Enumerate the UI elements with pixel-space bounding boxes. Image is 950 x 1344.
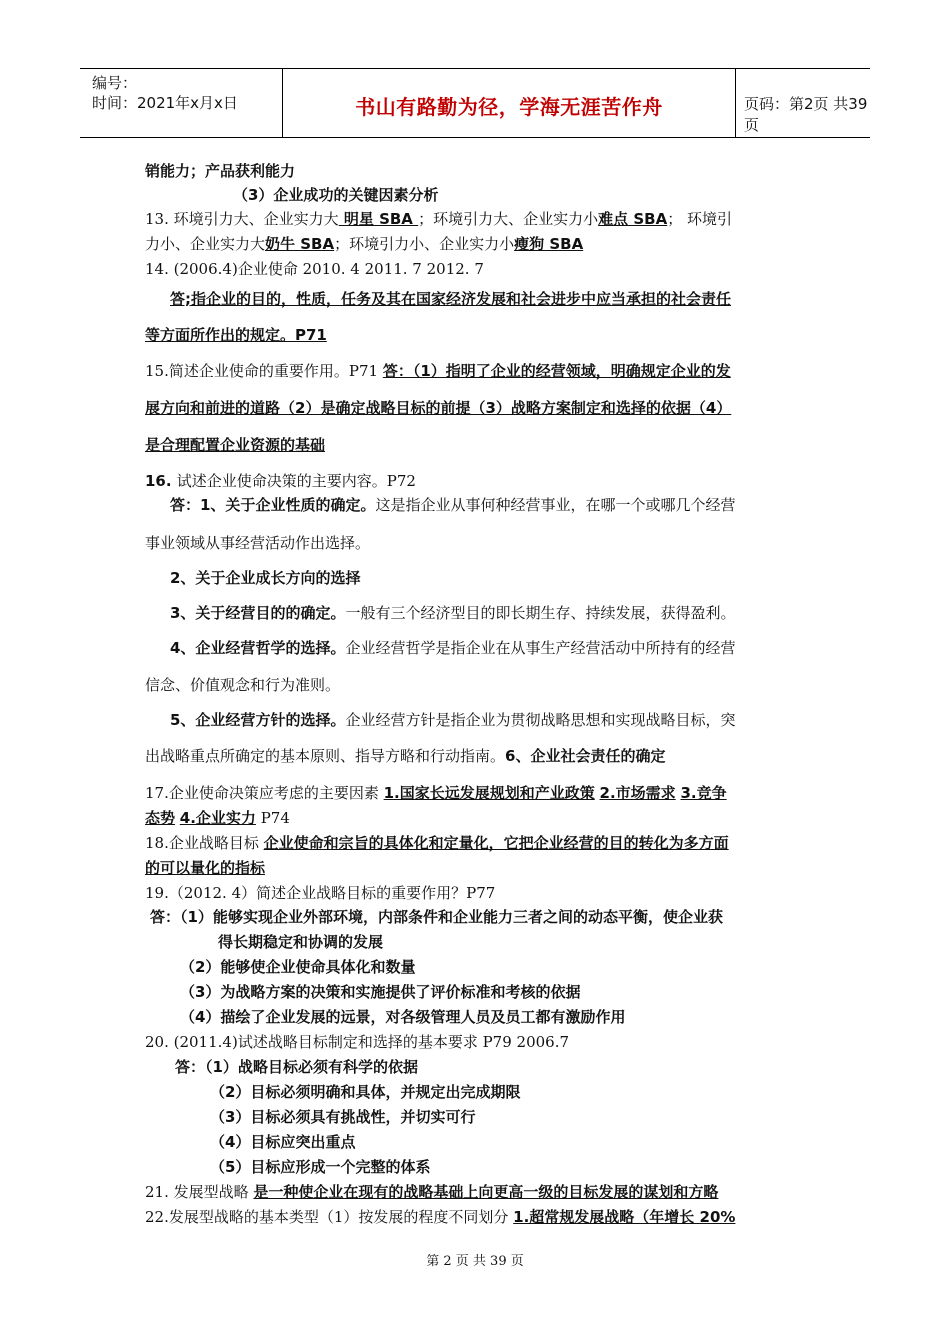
q14-answer-1: 答;指企业的目的，性质，任务及其在国家经济发展和社会进步中应当承担的社会责任 (170, 290, 732, 308)
q13-text-e: ； 环境引 (667, 210, 733, 228)
q21-answer: 是一种使企业在现有的战略基础上向更高一级的目标发展的谋划和方略 (253, 1183, 719, 1201)
q20-answer-1: 答：（1）战略目标必须有科学的依据 (175, 1058, 418, 1076)
line-19: 19.（2012. 4）简述企业战略目标的重要作用？P77 (145, 884, 496, 902)
q16-a5-text: 企业经营方针是指企业为贯彻战略思想和实现战略目标，突 (345, 711, 736, 729)
line-22 (145, 1206, 735, 1228)
q17-page-ref: P74 (255, 809, 290, 827)
q13-star: 明星 SBA (338, 210, 419, 228)
line-1: 销能力；产品获利能力 (145, 162, 296, 180)
q16-answer-5b (145, 745, 665, 767)
line-20: 20. (2011.4)试述战略目标制定和选择的基本要求 P79 2006.7 (145, 1033, 570, 1051)
q16-a3-title: 3、关于经营目的的确定。 (170, 604, 346, 622)
q17-factor-3a: 3.竞争 (680, 784, 727, 802)
q16-a1-text: 这是指企业从事何种经营事业，在哪一个或哪几个经营 (375, 496, 736, 514)
q17-question: 17.企业使命决策应考虑的主要因素 (145, 784, 384, 802)
q15-answer-1: 答：（1）指明了企业的经营领域，明确规定企业的发 (382, 362, 731, 380)
q19-answer-1b: 得长期稳定和协调的发展 (218, 933, 384, 951)
q20-answer-2: （2）目标必须明确和具体，并规定出完成期限 (210, 1083, 521, 1101)
q13-text-f: 力小、企业实力大 (145, 235, 266, 253)
q19-answer-4: （4）描绘了企业发展的远景，对各级管理人员及员工都有激励作用 (180, 1008, 626, 1026)
line-2: （3）企业成功的关键因素分析 (233, 186, 439, 204)
q17-factor-2: 2.市场需求 (599, 784, 676, 802)
q16-a6-title: 6、企业社会责任的确定 (505, 747, 666, 765)
q15-answer-2: 展方向和前进的道路（2）是确定战略目标的前提（3）战略方案制定和选择的依据（4） (145, 399, 732, 417)
header-page-cell (736, 69, 870, 137)
line-17b (145, 807, 290, 829)
line-21 (145, 1181, 718, 1203)
q18-question: 18.企业战略目标 (145, 834, 264, 852)
line-18 (145, 832, 729, 854)
date-line: 时间：2021年x月x日 (92, 94, 238, 112)
q16-a5-text-2: 出战略重点所确定的基本原则、指导方略和行动指南。 (145, 747, 506, 765)
q16-number: 16. (145, 472, 177, 490)
serial-label: 编号： (92, 74, 138, 92)
q18-answer-1: 企业使命和宗旨的具体化和定量化，它把企业经营的目的转化为多方面 (263, 834, 729, 852)
q20-answer-5: （5）目标应形成一个完整的体系 (210, 1158, 431, 1176)
q19-answer-3: （3）为战略方案的决策和实施提供了评价标准和考核的依据 (180, 983, 581, 1001)
page-footer: 第 2 页 共 39 页 (426, 1254, 524, 1269)
q16-a4-text: 企业经营哲学是指企业在从事生产经营活动中所持有的经营 (345, 639, 736, 657)
q16-a1-title: 答：1、关于企业性质的确定。 (170, 496, 376, 514)
page-indicator: 页码：第2页 共39页 (744, 95, 868, 134)
line-16 (145, 470, 416, 492)
q19-answer-1: 答：（1）能够实现企业外部环境，内部条件和企业能力三者之间的动态平衡，使企业获 (150, 908, 723, 926)
q17-factor-4: 4.企业实力 (179, 809, 256, 827)
q16-answer-5 (170, 709, 735, 731)
q20-answer-3: （3）目标必须具有挑战性，并切实可行 (210, 1108, 476, 1126)
line-15 (145, 360, 731, 382)
q14-answer-2: 等方面所作出的规定。P71 (145, 326, 327, 344)
q15-question: 15.简述企业使命的重要作用。P71 (145, 362, 383, 380)
q13-text-a: 13. 环境引力大、企业实力大 (145, 210, 339, 228)
q16-answer-4b: 信念、价值观念和行为准则。 (145, 676, 341, 694)
q18-answer-2: 的可以量化的指标 (145, 859, 266, 877)
line-17 (145, 782, 727, 804)
q13-text-c: ；环境引力大、企业实力小 (418, 210, 599, 228)
q17-factor-1: 1.国家长远发展规划和产业政策 (383, 784, 595, 802)
motto: 书山有路勤为径，学海无涯苦作舟 (355, 95, 663, 119)
page-header-table (80, 68, 870, 138)
q19-answer-2: （2）能够使企业使命具体化和数量 (180, 958, 416, 976)
line-13 (145, 208, 732, 230)
q16-answer-1b: 事业领域从事经营活动作出选择。 (145, 534, 371, 552)
q16-a4-title: 4、企业经营哲学的选择。 (170, 639, 346, 657)
q22-question: 22.发展型战略的基本类型（1）按发展的程度不同划分 (145, 1208, 514, 1226)
q13-text-g: ；环境引力小、企业实力小 (334, 235, 515, 253)
header-motto-cell (283, 69, 736, 137)
q16-a3-text: 一般有三个经济型目的即长期生存、持续发展，获得盈利。 (345, 604, 736, 622)
q16-a5-title: 5、企业经营方针的选择。 (170, 711, 346, 729)
q15-answer-3: 是合理配置企业资源的基础 (145, 436, 326, 454)
q16-question: 试述企业使命决策的主要内容。P72 (176, 472, 416, 490)
q16-answer-2: 2、关于企业成长方向的选择 (170, 569, 361, 587)
q21-question: 21. 发展型战略 (145, 1183, 254, 1201)
header-info-cell (80, 69, 283, 137)
q20-answer-4: （4）目标应突出重点 (210, 1133, 356, 1151)
q16-answer-1 (170, 494, 735, 516)
q16-answer-3 (170, 602, 735, 624)
q22-answer: 1.超常规发展战略（年增长 20% (513, 1208, 736, 1226)
q13-cow: 奶牛 SBA (265, 235, 335, 253)
q13-difficult: 难点 SBA (598, 210, 668, 228)
q16-answer-4 (170, 637, 735, 659)
line-13b (145, 233, 583, 255)
line-14: 14. (2006.4)企业使命 2010. 4 2011. 7 2012. 7 (145, 260, 484, 278)
q17-factor-3b: 态势 (145, 809, 176, 827)
q13-dog: 瘦狗 SBA (514, 235, 584, 253)
